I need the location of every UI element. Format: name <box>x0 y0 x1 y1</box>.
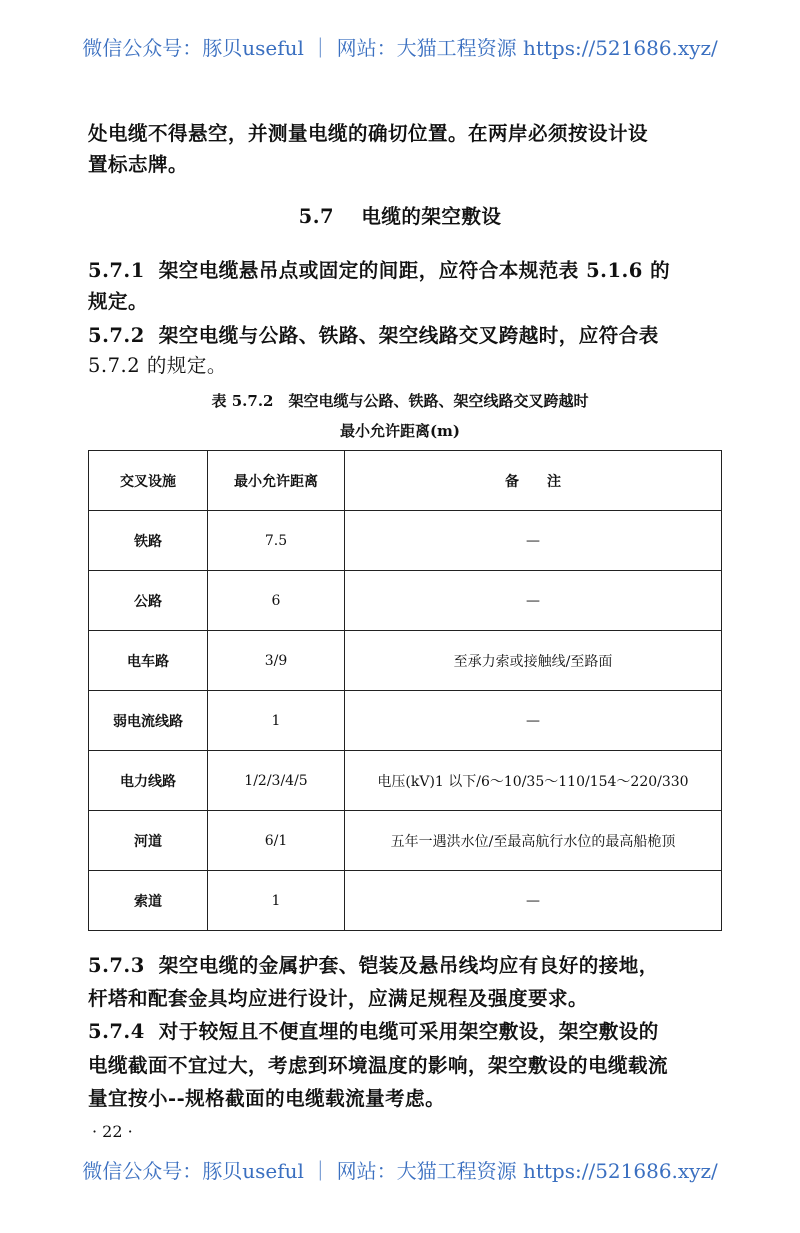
clause-text: 架空电缆与公路、铁路、架空线路交叉跨越时，应符合表 <box>158 324 659 347</box>
clause-text: 5.7.2 的规定。 <box>88 354 227 377</box>
table-row <box>89 811 722 871</box>
clause-5-7-2 <box>88 320 659 348</box>
clause-text: 电缆截面不宜过大，考虑到环境温度的影响，架空敷设的电缆载流 <box>88 1054 669 1077</box>
watermark-top: 微信公众号：豚贝useful ｜ 网站：大猫工程资源 https://521686.xyz/ <box>82 36 718 60</box>
facility-cell: 索道 <box>89 871 208 931</box>
table-title: 表 5.7.2 架空电缆与公路、铁路、架空线路交叉跨越时 <box>211 392 589 410</box>
section-heading <box>0 201 800 229</box>
paragraph-line: 处电缆不得悬空，并测量电缆的确切位置。在两岸必须按设计设 <box>88 122 649 145</box>
clause-text: 杆塔和配套金具均应进行设计，应满足规程及强度要求。 <box>88 987 589 1010</box>
clause-text: 规定。 <box>88 290 149 313</box>
table-header-row <box>89 451 722 511</box>
note-cell: 电压(kV)1 以下/6～10/35～110/154～220/330 <box>345 751 722 811</box>
clause-number: 5.7.3 <box>88 954 145 977</box>
table-row <box>89 751 722 811</box>
paragraph-line: 置标志牌。 <box>88 153 189 176</box>
distance-cell: 7.5 <box>208 511 345 571</box>
note-cell: 至承力索或接触线/至路面 <box>345 631 722 691</box>
clause-number: 5.7.2 <box>88 324 145 347</box>
table-row <box>89 511 722 571</box>
facility-cell: 铁路 <box>89 511 208 571</box>
clause-5-7-3 <box>88 950 659 978</box>
clause-text: 架空电缆悬吊点或固定的间距，应符合本规范表 5.1.6 的 <box>158 259 671 282</box>
clause-text: 架空电缆的金属护套、铠装及悬吊线均应有良好的接地， <box>158 954 659 977</box>
table-subtitle: 最小允许距离(m) <box>339 422 461 440</box>
watermark-bottom: 微信公众号：豚贝useful ｜ 网站：大猫工程资源 https://521686.xyz/ <box>82 1159 718 1183</box>
note-cell: — <box>345 511 722 571</box>
distance-cell: 1 <box>208 871 345 931</box>
section-title: 电缆的架空敷设 <box>361 205 502 228</box>
facility-cell: 公路 <box>89 571 208 631</box>
note-cell: — <box>345 691 722 751</box>
distance-table <box>88 450 722 931</box>
note-cell: 五年一遇洪水位/至最高航行水位的最高船桅顶 <box>345 811 722 871</box>
clause-text: 对于较短且不便直埋的电缆可采用架空敷设，架空敷设的 <box>158 1020 659 1043</box>
section-number: 5.7 <box>298 205 335 228</box>
header-cell: 备 注 <box>345 451 722 511</box>
facility-cell: 电力线路 <box>89 751 208 811</box>
distance-cell: 6/1 <box>208 811 345 871</box>
clause-text: 量宜按小--规格截面的电缆载流量考虑。 <box>88 1087 446 1110</box>
distance-cell: 3/9 <box>208 631 345 691</box>
facility-cell: 弱电流线路 <box>89 691 208 751</box>
clause-number: 5.7.1 <box>88 259 145 282</box>
header-cell: 最小允许距离 <box>208 451 345 511</box>
table-row <box>89 691 722 751</box>
table-row <box>89 871 722 931</box>
header-cell: 交叉设施 <box>89 451 208 511</box>
clause-number: 5.7.4 <box>88 1020 145 1043</box>
facility-cell: 电车路 <box>89 631 208 691</box>
clause-5-7-4 <box>88 1016 659 1044</box>
table-row <box>89 571 722 631</box>
note-cell: — <box>345 571 722 631</box>
note-cell: — <box>345 871 722 931</box>
distance-cell: 1 <box>208 691 345 751</box>
table-row <box>89 631 722 691</box>
distance-cell: 6 <box>208 571 345 631</box>
facility-cell: 河道 <box>89 811 208 871</box>
clause-5-7-1 <box>88 255 670 283</box>
distance-cell: 1/2/3/4/5 <box>208 751 345 811</box>
page-number: · 22 · <box>92 1122 133 1141</box>
